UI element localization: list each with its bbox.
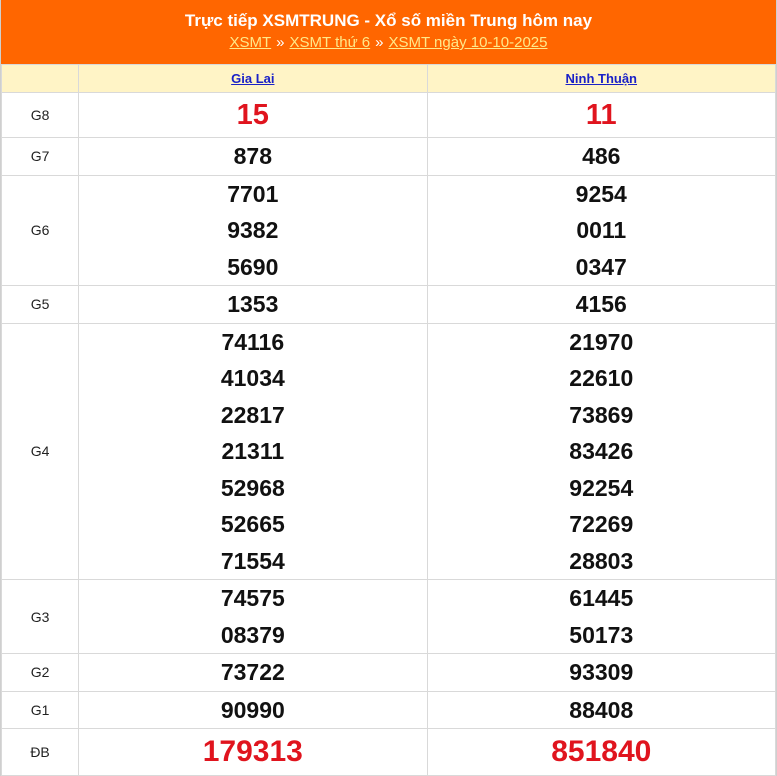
table-row (2, 654, 776, 692)
result-number: 9382 (227, 217, 279, 243)
result-cell (427, 323, 775, 580)
result-number: 851840 (551, 734, 652, 768)
results-header (1, 0, 776, 64)
breadcrumb (1, 32, 776, 54)
table-row (2, 138, 776, 176)
result-number: 71554 (220, 547, 285, 574)
breadcrumb-separator: » (375, 34, 384, 51)
result-number: 22817 (220, 401, 285, 428)
result-number: 486 (582, 143, 621, 169)
result-cell (79, 323, 427, 580)
result-number: 92254 (569, 474, 634, 501)
prize-label: G6 (2, 175, 79, 286)
prize-column-header (2, 65, 79, 93)
result-number: 7701 (227, 180, 279, 207)
breadcrumb-separator: » (276, 34, 285, 51)
table-row (2, 691, 776, 729)
prize-label: G3 (2, 580, 79, 654)
result-number: 41034 (220, 365, 285, 391)
prize-label: G1 (2, 691, 79, 729)
result-number: 21970 (569, 328, 634, 355)
result-cell (79, 93, 427, 138)
result-number: 74116 (221, 328, 285, 355)
result-number: 83426 (569, 438, 634, 464)
result-cell (79, 175, 427, 286)
table-row (2, 323, 776, 580)
result-cell (427, 286, 775, 324)
table-row (2, 580, 776, 654)
province-link-ninh-thuan[interactable]: Ninh Thuận (565, 71, 638, 86)
result-number: 50173 (569, 621, 634, 648)
result-number: 22610 (569, 365, 634, 391)
result-cell (79, 729, 427, 776)
prize-label: G7 (2, 138, 79, 176)
result-number: 88408 (569, 696, 634, 723)
result-cell (427, 729, 775, 776)
result-number: 9254 (575, 180, 627, 207)
result-cell (79, 286, 427, 324)
prize-label: ĐB (2, 729, 79, 776)
result-cell (427, 138, 775, 176)
result-cell (427, 654, 775, 692)
prize-label: G4 (2, 323, 79, 580)
result-number: 90990 (220, 696, 285, 723)
result-number: 21311 (221, 438, 285, 464)
table-header-row (2, 65, 776, 93)
result-cell (79, 654, 427, 692)
result-number: 74575 (220, 585, 285, 611)
page-title: Trực tiếp XSMTRUNG - Xổ số miền Trung hôm nay (184, 11, 593, 30)
result-number: 11 (585, 98, 617, 131)
result-cell (427, 93, 775, 138)
breadcrumb-xsmt-link[interactable]: XSMT (229, 34, 272, 51)
result-number: 72269 (569, 511, 634, 537)
result-number: 61445 (569, 585, 634, 611)
table-row (2, 93, 776, 138)
result-number: 08379 (220, 621, 285, 648)
result-cell (427, 580, 775, 654)
breadcrumb-xsmt-friday-link[interactable]: XSMT thứ 6 (289, 34, 371, 51)
result-number: 52665 (220, 511, 285, 537)
result-number: 0347 (575, 253, 627, 280)
result-number: 1353 (227, 291, 279, 317)
result-cell (427, 691, 775, 729)
breadcrumb-xsmt-date-link[interactable]: XSMT ngày 10-10-2025 (388, 34, 548, 51)
result-number: 52968 (220, 474, 285, 501)
prize-label: G5 (2, 286, 79, 324)
province-link-gia-lai[interactable]: Gia Lai (231, 71, 275, 86)
province-header (79, 65, 427, 93)
result-number: 878 (233, 143, 272, 169)
result-number: 15 (236, 98, 269, 131)
result-cell (79, 580, 427, 654)
result-number: 4156 (575, 291, 627, 317)
result-number: 5690 (227, 253, 279, 280)
result-number: 0011 (576, 217, 627, 243)
province-header (427, 65, 775, 93)
result-cell (427, 175, 775, 286)
result-cell (79, 691, 427, 729)
result-number: 28803 (569, 547, 634, 574)
table-row (2, 286, 776, 324)
prize-label: G2 (2, 654, 79, 692)
result-number: 73722 (220, 659, 285, 685)
result-cell (79, 138, 427, 176)
prize-label: G8 (2, 93, 79, 138)
result-number: 93309 (569, 659, 634, 685)
results-table (1, 64, 776, 776)
table-row (2, 729, 776, 776)
table-row (2, 175, 776, 286)
result-number: 73869 (569, 401, 634, 428)
result-number: 179313 (202, 734, 303, 768)
